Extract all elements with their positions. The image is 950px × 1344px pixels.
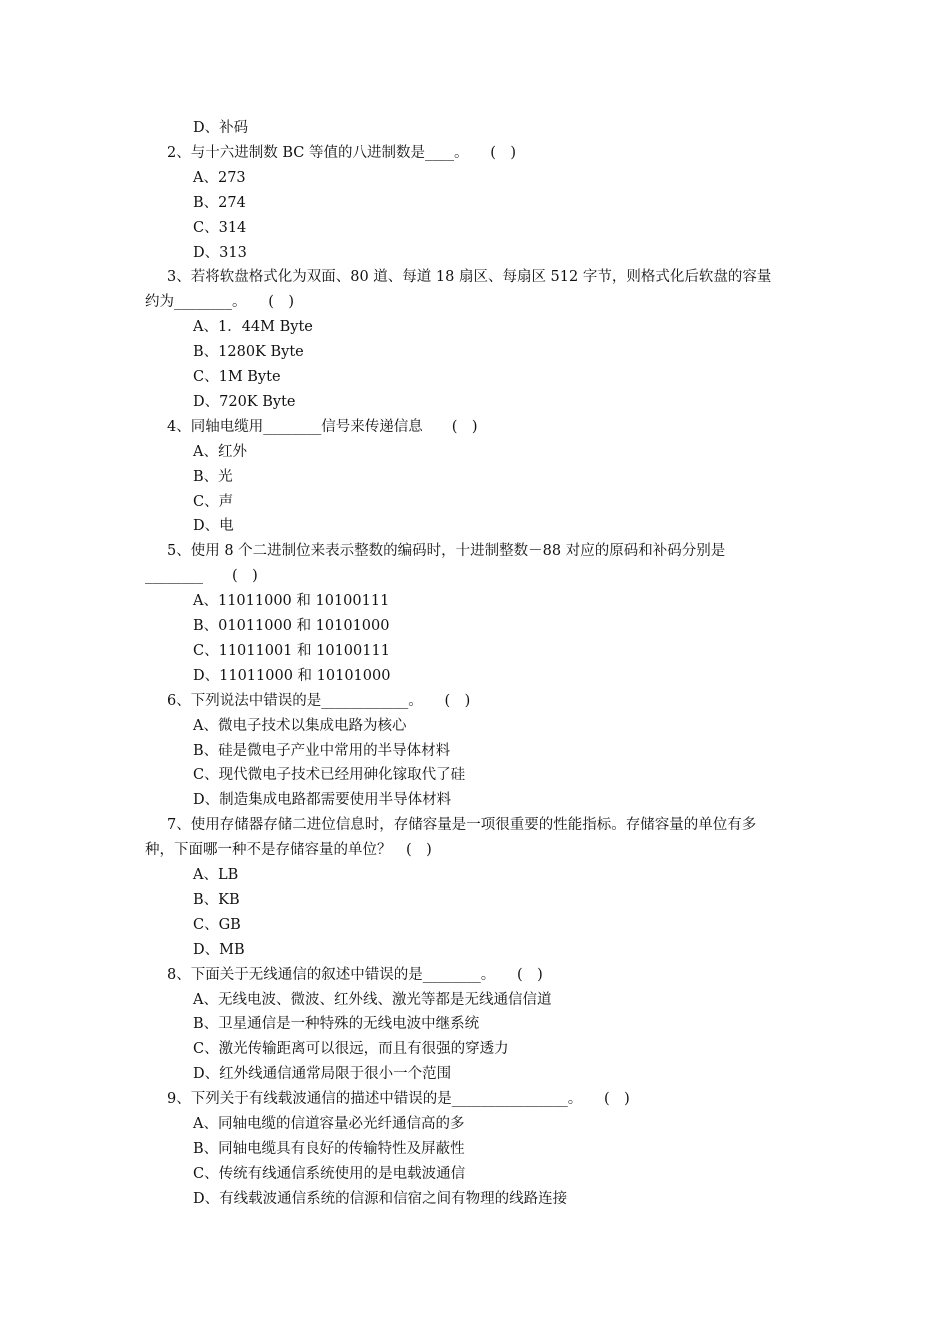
answer-option: D、11011000 和 10101000	[193, 667, 391, 684]
answer-option: D、红外线通信通常局限于很小一个范围	[193, 1066, 452, 1083]
answer-option: C、传统有线通信系统使用的是电载波通信	[193, 1165, 466, 1182]
answer-option: A、红外	[193, 443, 247, 460]
answer-option: C、GB	[193, 916, 241, 933]
answer-option: A、微电子技术以集成电路为核心	[193, 717, 407, 734]
question-text: 7、使用存储器存储二进位信息时，存储容量是一项很重要的性能指标。存储容量的单位有多	[167, 817, 757, 834]
question-text: 4、同轴电缆用________信号来传递信息 ( )	[167, 418, 478, 435]
question-text: 5、使用 8 个二进制位来表示整数的编码时，十进制整数－88 对应的原码和补码分别是	[167, 543, 726, 560]
answer-option: C、现代微电子技术已经用砷化镓取代了硅	[193, 767, 466, 784]
question-continuation: ________ ( )	[145, 568, 258, 585]
answer-option: A、11011000 和 10100111	[193, 593, 390, 610]
answer-option: D、MB	[193, 941, 245, 958]
answer-option: A、1．44M Byte	[193, 319, 313, 336]
answer-option: D、313	[193, 244, 247, 261]
answer-option: B、01011000 和 10101000	[193, 618, 390, 634]
answer-option: C、激光传输距离可以很远，而且有很强的穿透力	[193, 1041, 509, 1058]
question-continuation: 种，下面哪一种不是存储容量的单位？ ( )	[145, 842, 432, 859]
answer-option: B、硅是微电子产业中常用的半导体材料	[193, 742, 451, 759]
question-text: 6、下列说法中错误的是____________。 ( )	[167, 692, 471, 709]
answer-option: D、制造集成电路都需要使用半导体材料	[193, 792, 452, 809]
question-text: 3、若将软盘格式化为双面、80 道、每道 18 扇区、每扇区 512 字节，则格式化后软盘的容量	[167, 269, 772, 286]
answer-option: C、1M Byte	[193, 369, 281, 385]
answer-option: B、KB	[193, 891, 240, 908]
answer-option: B、274	[193, 194, 246, 211]
answer-option: D、电	[193, 518, 234, 535]
answer-option: C、声	[193, 493, 234, 510]
answer-option: A、无线电波、微波、红外线、激光等都是无线通信信道	[193, 991, 552, 1008]
answer-option: B、1280K Byte	[193, 344, 304, 361]
question-text: 8、下面关于无线通信的叙述中错误的是________。 ( )	[167, 966, 543, 983]
answer-option: A、273	[193, 169, 246, 186]
answer-option: B、同轴电缆具有良好的传输特性及屏蔽性	[193, 1140, 465, 1157]
question-text: 2、与十六进制数 BC 等值的八进制数是____。 ( )	[167, 144, 517, 161]
answer-option: A、LB	[193, 867, 239, 883]
answer-option: D、720K Byte	[193, 393, 296, 410]
answer-option: A、同轴电缆的信道容量必光纤通信高的多	[193, 1116, 465, 1132]
answer-option: D、补码	[193, 120, 249, 136]
answer-option: C、314	[193, 219, 247, 236]
answer-option: B、卫星通信是一种特殊的无线电波中继系统	[193, 1016, 480, 1033]
answer-option: C、11011001 和 10100111	[193, 642, 390, 659]
question-continuation: 约为________。 ( )	[145, 294, 295, 311]
answer-option: D、有线载波通信系统的信源和信宿之间有物理的线路连接	[193, 1190, 568, 1207]
question-text: 9、下列关于有线载波通信的描述中错误的是________________。 ( )	[167, 1091, 630, 1108]
answer-option: B、光	[193, 468, 233, 485]
